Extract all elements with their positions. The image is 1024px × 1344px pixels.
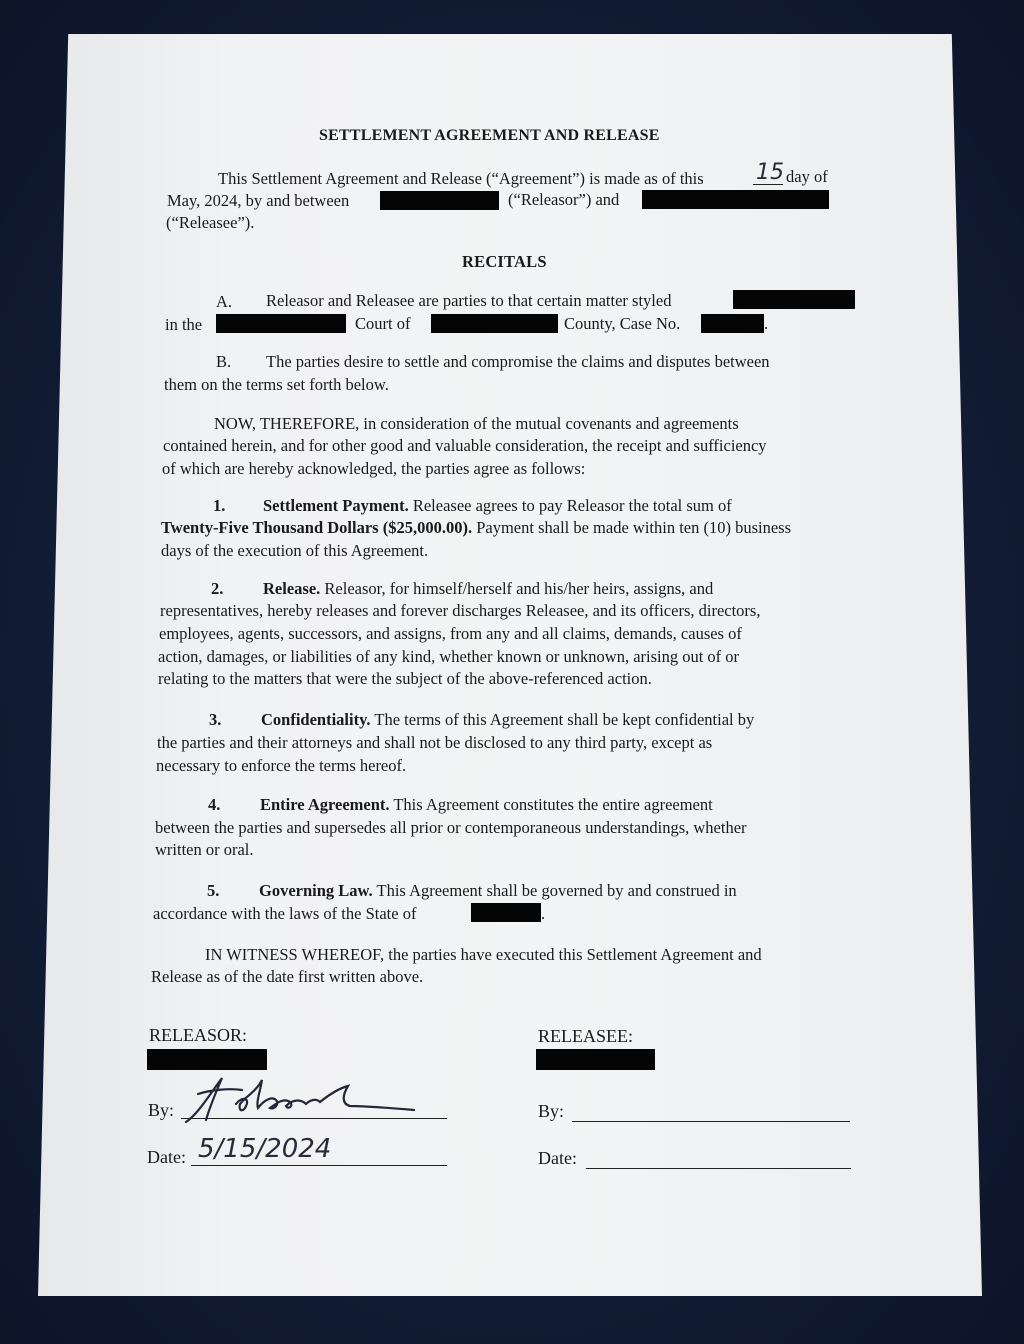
redaction-bar xyxy=(147,1049,267,1070)
section-2-line-1: Releasor, for himself/herself and his/her heirs, assigns, and xyxy=(320,579,714,598)
section-5-number: 5. xyxy=(207,881,220,900)
section-5-line-2: accordance with the laws of the State of xyxy=(153,904,417,923)
redaction-bar xyxy=(431,314,558,333)
recital-a-marker: A. xyxy=(216,292,233,311)
intro-line-1a: This Settlement Agreement and Release (“Agreement”) is made as of this xyxy=(218,169,704,188)
section-2-heading: Release. xyxy=(263,579,321,598)
section-3-line-3: necessary to enforce the terms hereof. xyxy=(156,756,407,775)
handwritten-signature xyxy=(180,1070,420,1130)
handwritten-date: 5/15/2024 xyxy=(198,1134,332,1164)
section-1-line-1: Releasee agrees to pay Releasor the total sum of xyxy=(408,496,732,515)
section-4-number: 4. xyxy=(208,795,221,814)
recital-a-court-of: Court of xyxy=(355,314,411,333)
now-therefore-line-1: NOW, THEREFORE, in consideration of the mutual covenants and agreements xyxy=(214,414,739,433)
section-1-line-3: days of the execution of this Agreement. xyxy=(161,541,429,560)
recital-b-line-1: The parties desire to settle and compromise the claims and disputes between xyxy=(266,352,770,371)
now-therefore-line-3: of which are hereby acknowledged, the parties agree as follows: xyxy=(162,459,586,478)
redaction-bar xyxy=(733,290,855,309)
releasor-by-label: By: xyxy=(148,1100,175,1120)
witness-line-2: Release as of the date first written above. xyxy=(151,967,424,986)
witness-line-1: IN WITNESS WHEREOF, the parties have executed this Settlement Agreement and xyxy=(205,945,762,964)
redaction-bar xyxy=(642,190,829,209)
now-therefore-line-2: contained herein, and for other good and valuable consideration, the receipt and sufficiency xyxy=(163,436,767,455)
section-5-period: . xyxy=(541,904,546,923)
section-3-number: 3. xyxy=(209,710,222,729)
intro-line-1b: day of xyxy=(786,167,828,186)
section-1-amount: Twenty-Five Thousand Dollars ($25,000.00). xyxy=(161,518,473,537)
recitals-heading: RECITALS xyxy=(462,252,547,271)
redaction-bar xyxy=(471,903,541,922)
releasor-label: RELEASOR: xyxy=(149,1025,248,1045)
section-1-heading: Settlement Payment. xyxy=(263,496,409,515)
document-title: SETTLEMENT AGREEMENT AND RELEASE xyxy=(319,127,660,144)
releasee-date-label: Date: xyxy=(538,1148,577,1168)
releasee-signature-line xyxy=(572,1121,850,1122)
day-underline xyxy=(753,184,783,185)
recital-b-marker: B. xyxy=(216,352,232,371)
section-2-line-2: representatives, hereby releases and forever discharges Releasee, and its officers, directors, xyxy=(160,601,761,620)
releasee-date-line xyxy=(586,1168,851,1169)
section-3-line-1: The terms of this Agreement shall be kept confidential by xyxy=(370,710,755,729)
section-5-line-1: This Agreement shall be governed by and construed in xyxy=(372,881,737,900)
redaction-bar xyxy=(536,1049,655,1070)
handwritten-day: 15 xyxy=(756,160,784,185)
intro-line-2b: (“Releasor”) and xyxy=(508,190,620,209)
section-2-number: 2. xyxy=(211,579,224,598)
section-1-line-2: Payment shall be made within ten (10) business xyxy=(472,518,792,537)
section-4-line-1: This Agreement constitutes the entire agreement xyxy=(389,795,713,814)
section-3-line-2: the parties and their attorneys and shall not be disclosed to any third party, except as xyxy=(157,733,713,752)
recital-a-line-1: Releasor and Releasee are parties to that certain matter styled xyxy=(266,291,672,310)
section-4-line-2: between the parties and supersedes all prior or contemporaneous understandings, whether xyxy=(155,818,747,837)
section-2-line-5: relating to the matters that were the subject of the above-referenced action. xyxy=(158,669,652,688)
section-4-heading: Entire Agreement. xyxy=(260,795,390,814)
redaction-bar xyxy=(216,314,346,333)
intro-line-3: (“Releasee”). xyxy=(166,213,255,232)
redaction-bar xyxy=(701,314,764,333)
intro-line-2a: May, 2024, by and between xyxy=(167,191,350,210)
section-5-heading: Governing Law. xyxy=(259,881,373,900)
recital-b-line-2: them on the terms set forth below. xyxy=(164,375,389,394)
recital-a-county: County, Case No. xyxy=(564,314,681,333)
recital-a-period: . xyxy=(764,314,769,333)
section-2-line-4: action, damages, or liabilities of any kind, whether known or unknown, arising out of or xyxy=(158,647,740,666)
redaction-bar xyxy=(380,191,499,210)
releasor-date-line xyxy=(191,1165,447,1166)
releasee-label: RELEASEE: xyxy=(538,1026,633,1046)
section-2-line-3: employees, agents, successors, and assigns, from any and all claims, demands, causes of xyxy=(159,624,742,643)
section-4-line-3: written or oral. xyxy=(155,840,254,859)
section-3-heading: Confidentiality. xyxy=(261,710,371,729)
recital-a-in-the: in the xyxy=(165,315,203,334)
section-1-number: 1. xyxy=(213,496,226,515)
releasee-by-label: By: xyxy=(538,1101,565,1121)
releasor-date-label: Date: xyxy=(147,1147,186,1167)
